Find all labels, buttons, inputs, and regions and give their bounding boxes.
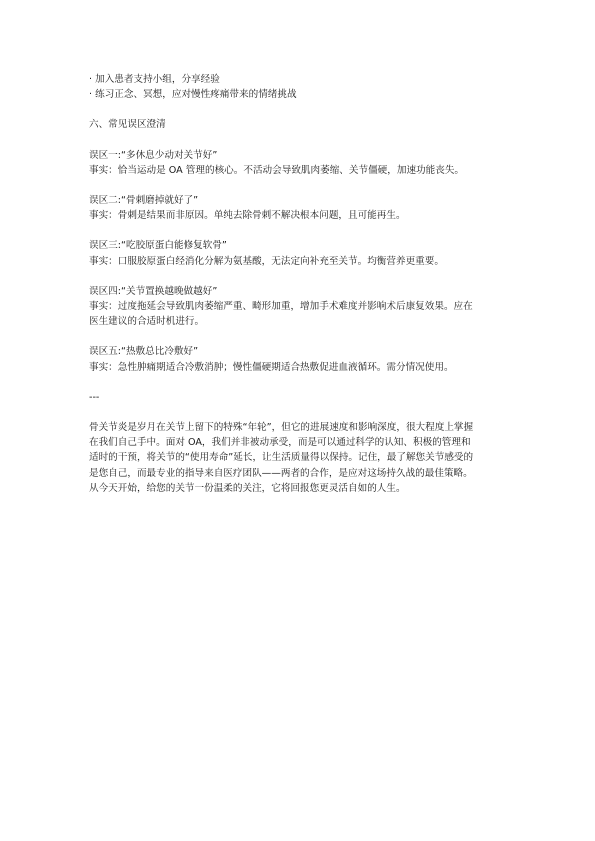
myth-block-4: [89, 284, 509, 330]
divider-text: ---: [89, 391, 100, 403]
myth-fact: 事实：骨刺是结果而非原因。单纯去除骨刺不解决根本问题，且可能再生。: [89, 210, 406, 222]
closing-line-3: 适时的干预，将关节的“使用寿命”延长，让生活质量得以保持。记住，最了解您关节感受的: [89, 452, 474, 464]
myth-block-5: [89, 344, 509, 374]
myth-block-3: [89, 238, 509, 268]
myth-fact: 事实：急性肿痛期适合冷敷消肿；慢性僵硬期适合热敷促进血液循环。需分情况使用。: [89, 361, 454, 373]
spacer: [89, 133, 509, 148]
bullet-item-support-group: · 加入患者支持小组，分享经验: [89, 74, 220, 85]
myth-title: 误区四:“关节置换越晚做越好”: [89, 285, 218, 297]
document-page: [89, 72, 509, 496]
spacer: [89, 375, 509, 390]
spacer: [89, 223, 509, 238]
closing-line-1: 骨关节炎是岁月在关节上留下的特殊“年轮”，但它的进展速度和影响深度，很大程度上掌握: [89, 422, 474, 434]
myth-title: 误区三:“吃胶原蛋白能修复软骨”: [89, 240, 227, 252]
myth-title: 误区五:“热敷总比冷敷好”: [89, 346, 199, 358]
spacer: [89, 329, 509, 344]
myth-fact: 事实：口服胶原蛋白经消化分解为氨基酸，无法定向补充至关节。均衡营养更重要。: [89, 255, 444, 267]
myth-fact-line-2: 医生建议的合适时机进行。: [89, 316, 205, 328]
spacer: [89, 269, 509, 284]
spacer: [89, 102, 509, 117]
myth-block-1: [89, 148, 509, 178]
myth-fact-line-1: 事实：过度拖延会导致肌肉萎缩严重、畸形加重，增加手术难度并影响术后康复效果。应在: [89, 301, 473, 313]
closing-paragraph: [89, 420, 509, 496]
closing-line-4: 是您自己，而最专业的指导来自医疗团队——两者的合作，是应对这场持久战的最佳策略。: [89, 467, 473, 479]
myth-title: 误区二:“骨刺磨掉就好了”: [89, 195, 199, 207]
myth-title: 误区一:“多休息少动对关节好”: [89, 149, 218, 161]
closing-line-2: 在我们自己手中。面对 OA，我们并非被动承受，而是可以通过科学的认知、积极的管理和: [89, 437, 471, 449]
myth-block-2: [89, 193, 509, 223]
closing-line-5: 从今天开始，给您的关节一份温柔的关注，它将回报您更灵活自如的人生。: [89, 482, 406, 494]
spacer: [89, 405, 509, 420]
bullet-item-mindfulness: · 练习正念、冥想，应对慢性疼痛带来的情绪挑战: [89, 89, 297, 101]
section-title: 六、常见误区澄清: [89, 119, 166, 131]
spacer: [89, 178, 509, 193]
myth-fact: 事实：恰当运动是 OA 管理的核心。不活动会导致肌肉萎缩、关节僵硬，加速功能丧失。: [89, 164, 465, 176]
